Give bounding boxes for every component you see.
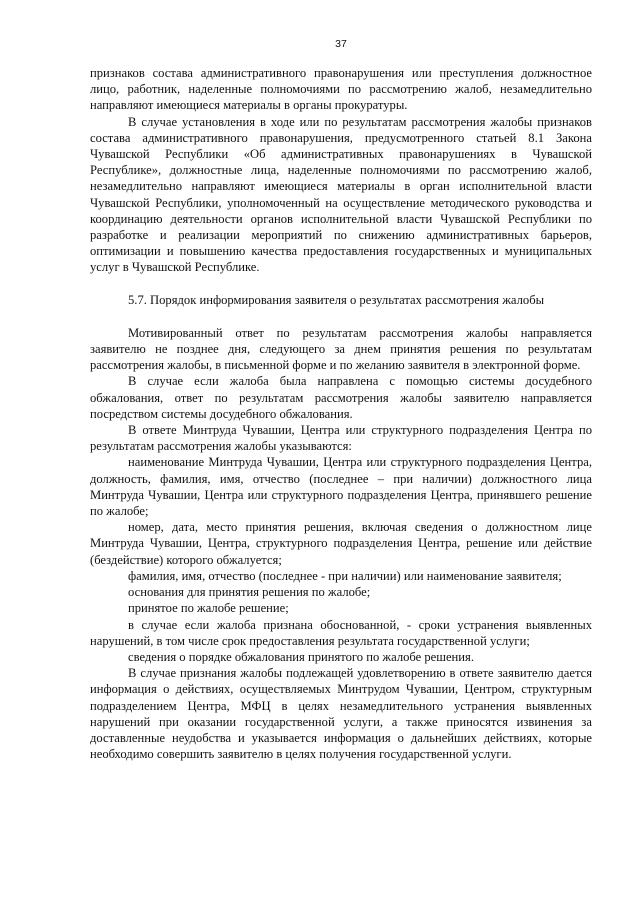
paragraph-prosecutor-referral: признаков состава административного правонарушения или преступления должностное лицо, работник, наделенные полномочиями по рассмотрению жалоб, незамедлительно направляют имеющиеся материалы в органы прокуратуры. — [90, 66, 592, 113]
paragraph-administrative-offense: В случае установления в ходе или по результатам рассмотрения жалобы признаков состава административного правонарушения, предусмотренного статьей 8.1 Закона Чувашской Республики «Об административных правонарушениях в Чувашской Республике», должностные лица, наделенные полномочиями по рассмотрению жалоб, незамедлительно направляют имеющиеся материалы в орган исполнительной власти Чувашской Республики, уполномоченный на осуществление методического руководства и координацию деятельности органов исполнительной власти Чувашской Республики по разработке и реализации мероприятий по снижению административных барьеров, оптимизации и повышению качества предоставления государственных и муниципальных услуг в Чувашской Республике. — [90, 114, 592, 275]
section-heading: 5.7. Порядок информирования заявителя о результатах рассмотрения жалобы — [128, 292, 545, 307]
list-item-decision-details: номер, дата, место принятия решения, включая сведения о должностном лице Минтруда Чувашии, Центра, структурного подразделения Центра, решение или действие (бездействие) которого обжалуется; — [90, 520, 592, 567]
paragraph-response-contents: В ответе Минтруда Чувашии, Центра или структурного подразделения Центра по результатам рассмотрения жалобы указываются: — [90, 423, 592, 454]
list-item-decision: принятое по жалобе решение; — [128, 601, 289, 616]
list-item-applicant-name: фамилия, имя, отчество (последнее - при наличии) или наименование заявителя; — [128, 568, 562, 583]
list-item-decision-grounds: основания для принятия решения по жалобе; — [128, 585, 371, 600]
paragraph-motivated-response: Мотивированный ответ по результатам рассмотрения жалобы направляется заявителю не позднее дня, следующего за днем принятия решения по результатам рассмотрения жалобы, в письменной форме и по желанию заявителя в электронной форме. — [90, 325, 592, 373]
paragraph-electronic-appeal: В случае если жалоба была направлена с помощью системы досудебного обжалования, ответ по результатам рассмотрения жалобы заявителю направляется посредством системы досудебного обжалования. — [90, 374, 592, 421]
list-item-organization-name: наименование Минтруда Чувашии, Центра или структурного подразделения Центра, должность, фамилия, имя, отчество (последнее – при наличии) должностного лица Минтруда Чувашии, Центра или структурного подразделения Центра, принявшего решение по жалобе; — [90, 455, 592, 519]
page-number: 37 — [335, 38, 347, 50]
list-item-remedy-terms: в случае если жалоба признана обоснованной, - сроки устранения выявленных нарушений, в том числе срок предоставления результата государственной услуги; — [90, 617, 592, 648]
list-item-appeal-procedure: сведения о порядке обжалования принятого по жалобе решения. — [128, 649, 474, 664]
paragraph-satisfied-complaint: В случае признания жалобы подлежащей удовлетворению в ответе заявителю дается информация о действиях, осуществляемых Минтрудом Чувашии, Центром, структурным подразделением Центра, МФЦ в целях незамедлительного устранения выявленных нарушений при оказании государственной услуги, а также приносятся извинения за доставленные неудобства и указывается информация о дальнейших действиях, которые необходимо совершить заявителю в целях получения государственной услуги. — [90, 666, 592, 762]
